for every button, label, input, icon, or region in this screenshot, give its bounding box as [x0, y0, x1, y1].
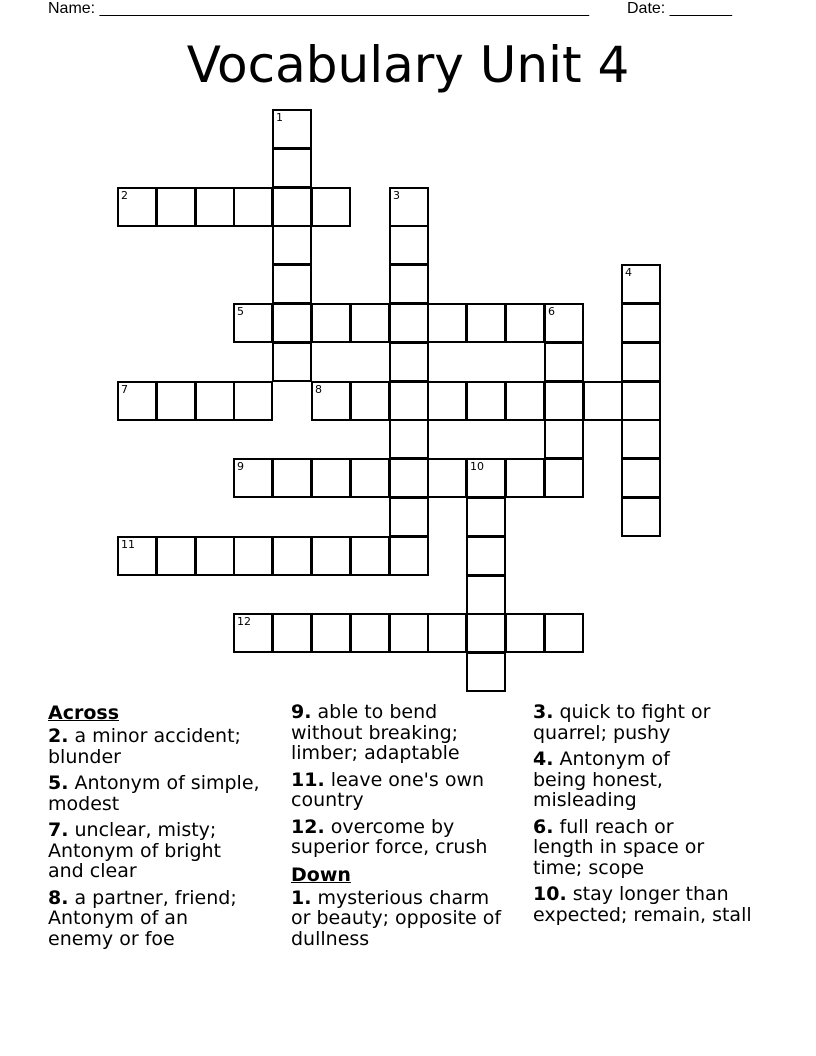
crossword-cell[interactable] [427, 458, 467, 498]
crossword-cell[interactable] [156, 187, 196, 227]
crossword-cell[interactable] [466, 613, 506, 653]
crossword-cell[interactable] [195, 536, 235, 576]
cell-number: 3 [393, 189, 400, 202]
crossword-cell[interactable] [272, 225, 312, 265]
clue-text: a minor accident; blunder [48, 725, 241, 768]
crossword-cell[interactable] [389, 264, 429, 304]
crossword-cell[interactable] [505, 303, 545, 343]
crossword-cell[interactable] [233, 458, 273, 498]
crossword-cell[interactable] [311, 536, 351, 576]
clue-text: a partner, friend; Antonym of an enemy or foe [48, 886, 237, 950]
crossword-cell[interactable] [544, 342, 584, 382]
crossword-cell[interactable] [466, 497, 506, 537]
crossword-cell[interactable] [466, 381, 506, 421]
crossword-cell[interactable] [233, 613, 273, 653]
cell-number: 5 [237, 305, 244, 318]
crossword-cell[interactable] [233, 303, 273, 343]
crossword-cell[interactable] [427, 613, 467, 653]
crossword-cell[interactable] [621, 458, 661, 498]
crossword-cell[interactable] [466, 536, 506, 576]
crossword-cell[interactable] [350, 381, 390, 421]
crossword-cell[interactable] [311, 613, 351, 653]
crossword-cell[interactable] [621, 342, 661, 382]
clue-across-9 [291, 702, 491, 764]
crossword-cell[interactable] [389, 613, 429, 653]
cell-number: 11 [121, 538, 135, 551]
crossword-cell[interactable] [272, 187, 312, 227]
crossword-cell[interactable] [505, 458, 545, 498]
cell-number: 2 [121, 189, 128, 202]
crossword-cell[interactable] [544, 613, 584, 653]
clue-number: 8. [48, 886, 69, 909]
clue-column-3 [533, 702, 768, 931]
crossword-cell[interactable] [621, 303, 661, 343]
date-field[interactable] [627, 0, 732, 18]
crossword-cell[interactable] [350, 613, 390, 653]
crossword-cell[interactable] [117, 381, 157, 421]
clue-number: 12. [291, 815, 325, 838]
cell-number: 8 [315, 383, 322, 396]
crossword-cell[interactable] [389, 187, 429, 227]
clue-number: 4. [533, 748, 554, 770]
clue-text: full reach or length in space or time; scope [533, 815, 705, 879]
crossword-cell[interactable] [350, 458, 390, 498]
crossword-cell[interactable] [272, 303, 312, 343]
crossword-cell[interactable] [389, 458, 429, 498]
clue-number: 3. [533, 701, 554, 723]
crossword-cell[interactable] [117, 536, 157, 576]
crossword-cell[interactable] [389, 497, 429, 537]
crossword-cell[interactable] [621, 497, 661, 537]
clue-down-10 [533, 884, 763, 925]
crossword-cell[interactable] [427, 303, 467, 343]
clue-text: overcome by superior force, crush [291, 815, 488, 858]
clue-across-7 [48, 820, 248, 882]
crossword-cell[interactable] [272, 342, 312, 382]
crossword-cell[interactable] [621, 264, 661, 304]
down-heading: Down [291, 863, 351, 886]
cell-number: 9 [237, 460, 244, 473]
clue-number: 9. [291, 701, 312, 723]
crossword-cell[interactable] [427, 381, 467, 421]
clue-across-2 [48, 726, 283, 767]
crossword-cell[interactable] [583, 381, 623, 421]
name-field[interactable] [48, 0, 589, 18]
crossword-cell[interactable] [350, 536, 390, 576]
crossword-cell[interactable] [466, 652, 506, 692]
crossword-cell[interactable] [466, 303, 506, 343]
crossword-cell[interactable] [311, 458, 351, 498]
date-blank[interactable]: _______ [669, 0, 732, 17]
date-label: Date: [627, 0, 666, 17]
crossword-cell[interactable] [544, 381, 584, 421]
crossword-cell[interactable] [544, 303, 584, 343]
clue-text: unclear, misty; Antonym of bright and clear [48, 819, 222, 882]
clue-across-8 [48, 888, 258, 950]
clue-down-6 [533, 817, 733, 879]
crossword-cell[interactable] [311, 303, 351, 343]
cell-number: 12 [237, 615, 251, 628]
crossword-cell[interactable] [117, 187, 157, 227]
crossword-cell[interactable] [466, 575, 506, 615]
clue-number: 10. [533, 883, 567, 905]
crossword-cell[interactable] [621, 419, 661, 459]
clue-across-12 [291, 817, 526, 858]
crossword-cell[interactable] [272, 148, 312, 188]
clue-text: mysterious charm or beauty; opposite of dullness [291, 886, 502, 950]
cell-number: 10 [470, 460, 484, 473]
crossword-cell[interactable] [466, 458, 506, 498]
crossword-cell[interactable] [272, 536, 312, 576]
crossword-cell[interactable] [272, 613, 312, 653]
crossword-cell[interactable] [505, 613, 545, 653]
name-label: Name: [48, 0, 96, 17]
crossword-cell[interactable] [544, 458, 584, 498]
name-blank[interactable]: _______________________________________________________ [99, 0, 589, 17]
clue-number: 6. [533, 815, 554, 838]
clue-column-1 [48, 702, 283, 955]
crossword-cell[interactable] [389, 381, 429, 421]
crossword-cell[interactable] [195, 187, 235, 227]
clue-down-3 [533, 702, 743, 743]
clue-across-11 [291, 770, 526, 811]
crossword-cell[interactable] [156, 536, 196, 576]
crossword-cell[interactable] [233, 187, 273, 227]
crossword-cell[interactable] [389, 419, 429, 459]
crossword-cell[interactable] [311, 381, 351, 421]
cell-number: 1 [276, 111, 283, 124]
crossword-cell[interactable] [156, 381, 196, 421]
crossword-cell[interactable] [621, 381, 661, 421]
crossword-cell[interactable] [272, 109, 312, 149]
clue-text: stay longer than expected; remain, stall [533, 883, 752, 926]
crossword-cell[interactable] [389, 536, 429, 576]
crossword-cell[interactable] [233, 536, 273, 576]
clue-text: able to bend without breaking; limber; adaptable [291, 701, 460, 764]
clue-across-5 [48, 773, 283, 814]
crossword-cell[interactable] [505, 381, 545, 421]
cell-number: 6 [548, 305, 555, 318]
clue-number: 7. [48, 819, 69, 841]
clue-text: leave one's own country [291, 768, 485, 811]
crossword-cell[interactable] [350, 303, 390, 343]
crossword-cell[interactable] [272, 264, 312, 304]
clue-number: 1. [291, 886, 312, 909]
clue-text: Antonym of being honest, misleading [533, 748, 670, 811]
clue-number: 11. [291, 768, 325, 791]
clue-number: 2. [48, 725, 69, 747]
clue-text: Antonym of simple, modest [48, 772, 260, 815]
clue-column-2 [291, 702, 526, 955]
crossword-cell[interactable] [272, 458, 312, 498]
clue-down-4 [533, 749, 703, 811]
crossword-cell[interactable] [195, 381, 235, 421]
clue-number: 5. [48, 772, 69, 794]
clue-text: quick to fight or quarrel; pushy [533, 701, 711, 744]
crossword-cell[interactable] [389, 303, 429, 343]
crossword-cell[interactable] [544, 419, 584, 459]
cell-number: 4 [625, 266, 632, 279]
clue-down-1 [291, 888, 511, 950]
crossword-cell[interactable] [311, 187, 351, 227]
crossword-cell[interactable] [389, 225, 429, 265]
across-heading: Across [48, 702, 120, 724]
crossword-cell[interactable] [233, 381, 273, 421]
cell-number: 7 [121, 383, 128, 396]
crossword-cell[interactable] [389, 342, 429, 382]
page-title: Vocabulary Unit 4 [186, 36, 630, 94]
